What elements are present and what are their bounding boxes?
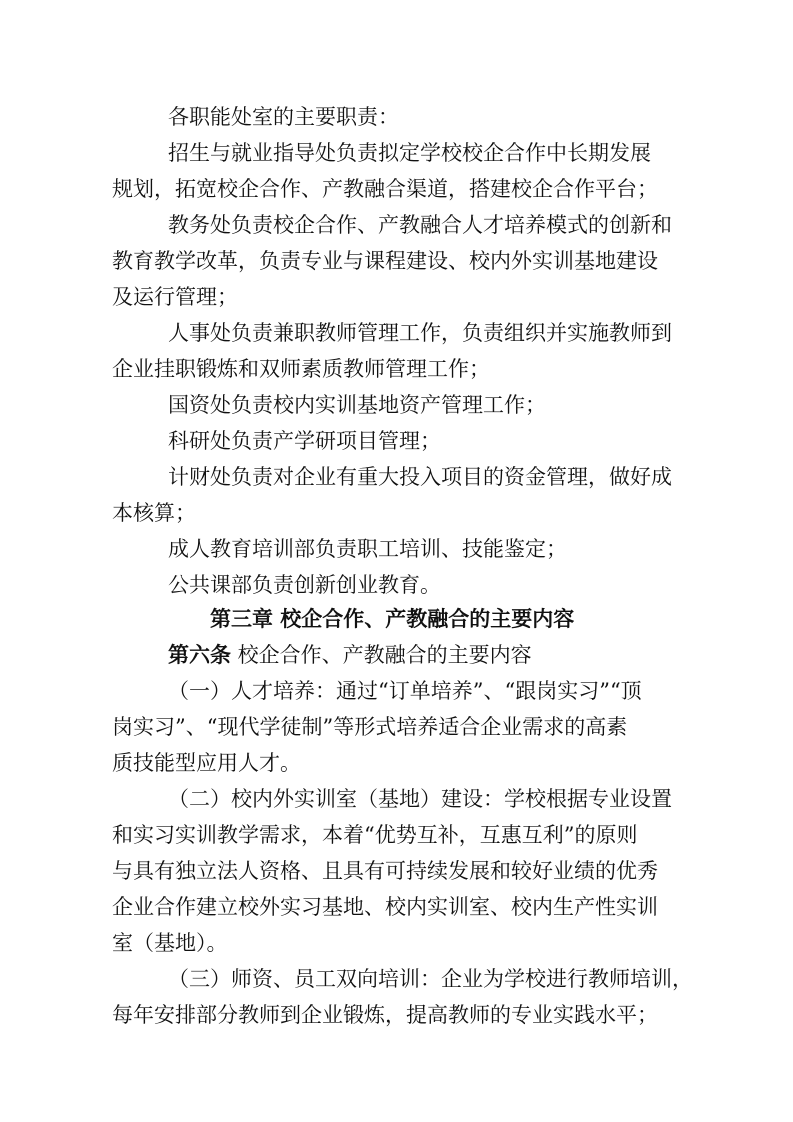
paragraph-line: 和实习实训教学需求，本着“优势互补，互惠互利”的原则 xyxy=(112,823,638,847)
paragraph-line: 企业挂职锻炼和双师素质教师管理工作； xyxy=(112,357,490,381)
paragraph-line: 教育教学改革，负责专业与课程建设、校内外实训基地建设 xyxy=(112,249,658,273)
paragraph-line: 国资处负责校内实训基地资产管理工作； xyxy=(168,393,546,417)
paragraph-line: 计财处负责对企业有重大投入项目的资金管理，做好成 xyxy=(168,465,672,489)
paragraph-line: 岗实习”、“现代学徒制”等形式培养适合企业需求的高素 xyxy=(112,715,628,739)
paragraph-line: 企业合作建立校外实习基地、校内实训室、校内生产性实训 xyxy=(112,895,658,919)
paragraph-line: 与具有独立法人资格、且具有可持续发展和较好业绩的优秀 xyxy=(112,859,658,883)
paragraph-line: （三）师资、员工双向培训：企业为学校进行教师培训， xyxy=(168,967,693,991)
paragraph-line: 招生与就业指导处负责拟定学校校企合作中长期发展 xyxy=(168,141,651,165)
paragraph-line: 成人教育培训部负责职工培训、技能鉴定； xyxy=(168,537,567,561)
chapter-heading: 第三章 校企合作、产教融合的主要内容 xyxy=(210,607,575,631)
paragraph-line: 质技能型应用人才。 xyxy=(112,751,301,775)
article-text: 校企合作、产教融合的主要内容 xyxy=(231,643,532,667)
paragraph-line: 及运行管理； xyxy=(112,285,238,309)
paragraph-line: 科研处负责产学研项目管理； xyxy=(168,429,441,453)
paragraph-line: 公共课部负责创新创业教育。 xyxy=(168,573,441,597)
paragraph-line: 每年安排部分教师到企业锻炼，提高教师的专业实践水平； xyxy=(112,1003,658,1027)
paragraph-line: 人事处负责兼职教师管理工作，负责组织并实施教师到 xyxy=(168,321,672,345)
paragraph-line: 室（基地）。 xyxy=(112,931,228,955)
paragraph-line: 教务处负责校企合作、产教融合人才培养模式的创新和 xyxy=(168,213,672,237)
paragraph-line: （二）校内外实训室（基地）建设：学校根据专业设置 xyxy=(168,787,672,811)
paragraph-line: 规划，拓宽校企合作、产教融合渠道，搭建校企合作平台； xyxy=(112,177,658,201)
paragraph-line: （一）人才培养：通过“订单培养”、“跟岗实习”“顶 xyxy=(168,679,642,703)
article-label: 第六条 xyxy=(168,643,231,667)
paragraph-line: 各职能处室的主要职责： xyxy=(168,105,399,129)
article-line xyxy=(168,640,532,670)
paragraph-line: 本核算； xyxy=(112,501,196,525)
